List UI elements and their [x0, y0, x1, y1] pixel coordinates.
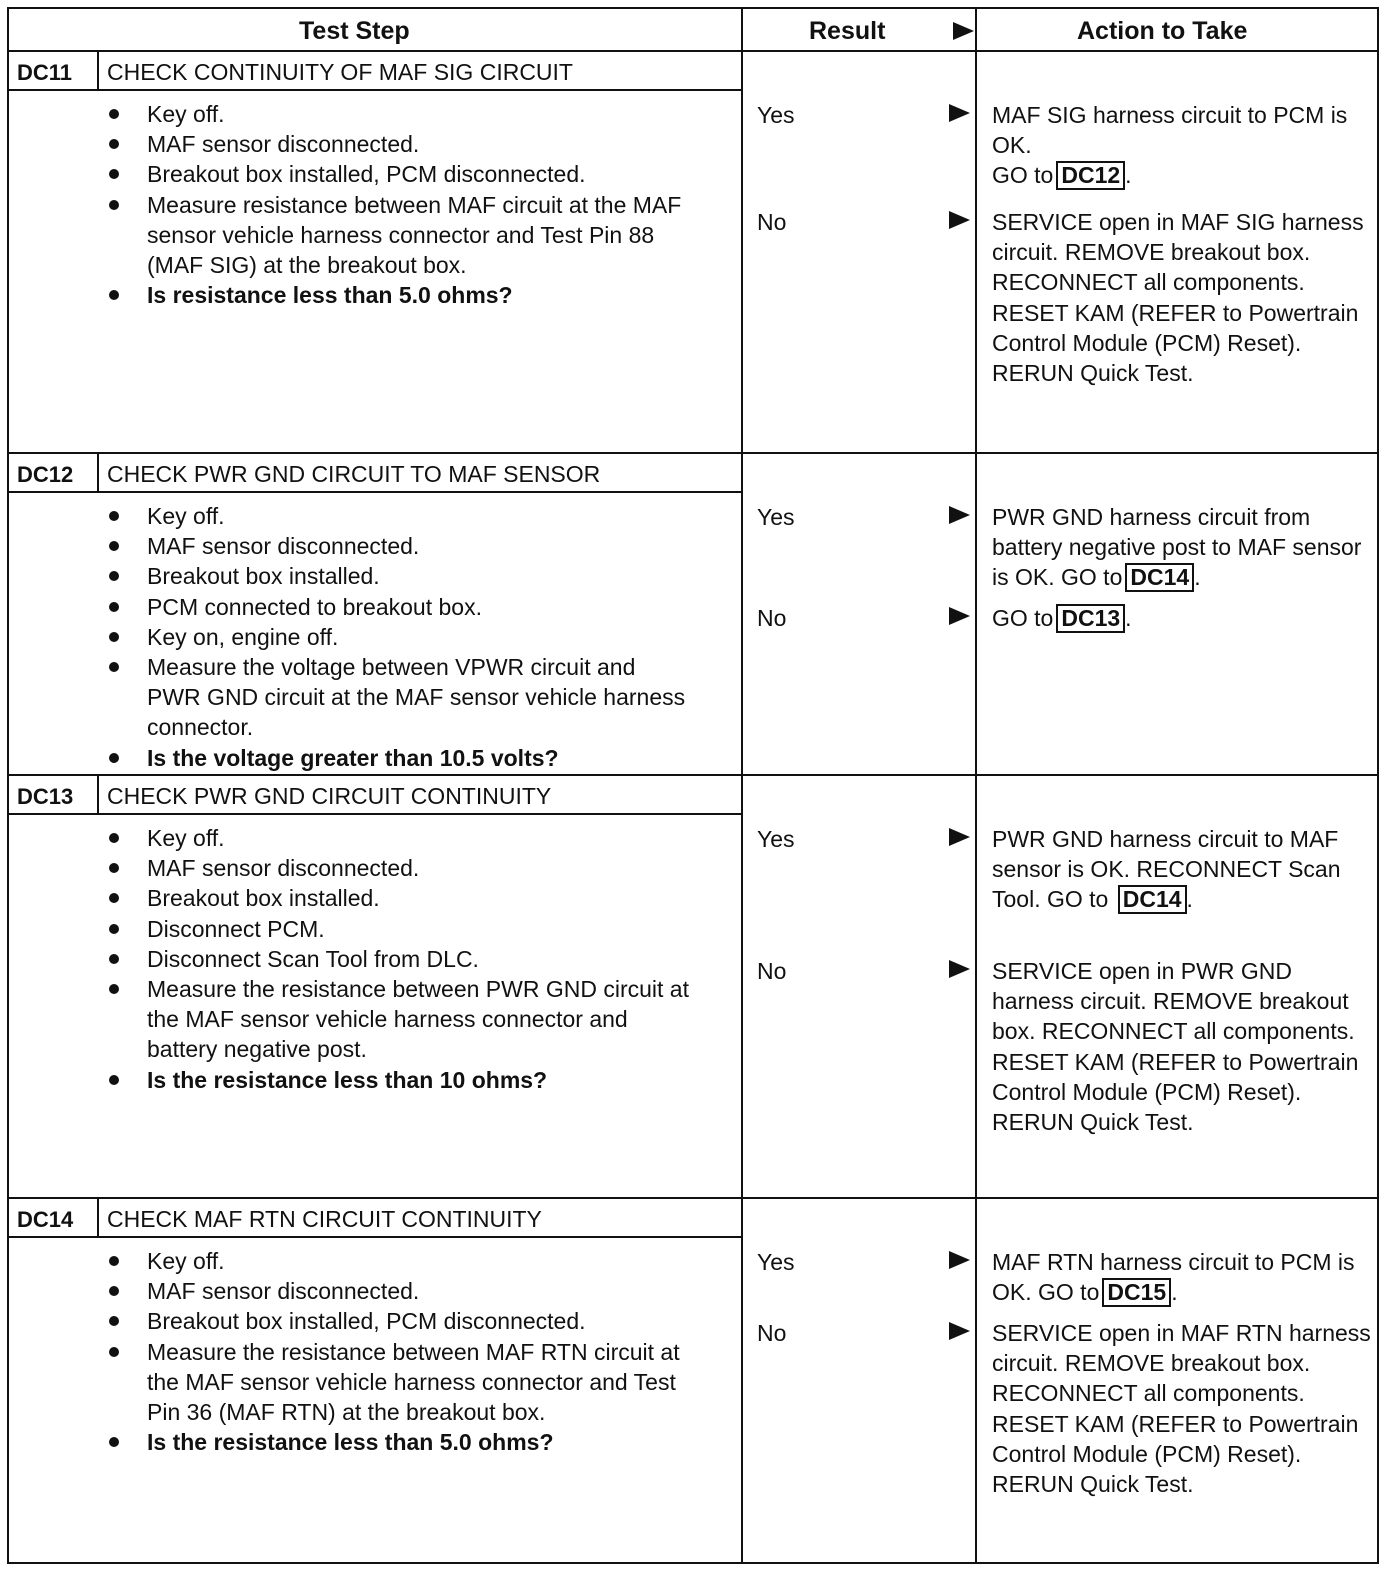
arrow-right-icon: [949, 828, 970, 846]
step-title: CHECK PWR GND CIRCUIT CONTINUITY: [107, 783, 552, 809]
step-title: CHECK CONTINUITY OF MAF SIG CIRCUIT: [107, 59, 573, 85]
result-no: No: [757, 958, 787, 984]
go-to-ref[interactable]: DC15: [1102, 1278, 1171, 1307]
step-bullets: [109, 99, 689, 310]
bullet-item: MAF sensor disconnected.: [109, 853, 689, 883]
arrow-right-icon: [949, 1251, 970, 1269]
action-yes: MAF SIG harness circuit to PCM is OK. GO to DC12 .: [992, 100, 1377, 191]
step-code: DC12: [17, 462, 74, 487]
bullet-question: Is the resistance less than 10 ohms?: [109, 1065, 689, 1095]
step-code: DC11: [17, 60, 73, 85]
bullet-item: Disconnect PCM.: [109, 914, 689, 944]
action-no: GO to DC13 .: [992, 605, 1132, 631]
bullet-item: Disconnect Scan Tool from DLC.: [109, 944, 689, 974]
result-yes: Yes: [757, 504, 795, 530]
bullet-item: Breakout box installed.: [109, 883, 689, 913]
action-go-text: GO to: [992, 605, 1054, 631]
bullet-question: Is resistance less than 5.0 ohms?: [109, 280, 689, 310]
diagnostic-table: [7, 7, 1379, 1564]
action-no: SERVICE open in PWR GND harness circuit. REMOVE breakout box. RECONNECT all components. RESET KAM (REFER to Powertrain Control Module (PCM) Reset). RERUN Quick Test.: [992, 958, 1359, 1136]
bullet-item: Breakout box installed.: [109, 561, 689, 591]
bullet-item: MAF sensor disconnected.: [109, 1276, 689, 1306]
code-divider: [97, 52, 99, 89]
action-text: MAF SIG harness circuit to PCM is OK.: [992, 102, 1348, 159]
step-title: CHECK PWR GND CIRCUIT TO MAF SENSOR: [107, 461, 601, 487]
arrow-right-icon: [949, 211, 970, 229]
column-divider-result: [741, 9, 743, 1562]
bullet-item: Measure the resistance between PWR GND circuit at the MAF sensor vehicle harness connector and battery negative post.: [109, 974, 689, 1065]
bullet-item: Measure resistance between MAF circuit at the MAF sensor vehicle harness connector and Test Pin 88 (MAF SIG) at the breakout box.: [109, 190, 689, 281]
bullet-item: Key off.: [109, 1246, 689, 1276]
step-bullets: [109, 501, 689, 773]
action-text: MAF RTN harness circuit to PCM is OK. GO to: [992, 1249, 1355, 1306]
row-divider: [9, 1197, 1377, 1199]
bullet-item: Key off.: [109, 823, 689, 853]
table-header: [9, 9, 1377, 52]
step-code: DC14: [17, 1207, 74, 1232]
go-to-ref[interactable]: DC13: [1056, 604, 1125, 633]
code-divider: [97, 1199, 99, 1236]
result-no: No: [757, 209, 787, 235]
row-divider: [9, 452, 1377, 454]
column-divider-action: [975, 9, 977, 1562]
arrow-right-icon: [949, 104, 970, 122]
bullet-item: Breakout box installed, PCM disconnected.: [109, 1306, 689, 1336]
action-no: SERVICE open in MAF SIG harness circuit. REMOVE breakout box. RECONNECT all components. RESET KAM (REFER to Powertrain Control Module (PCM) Reset). RERUN Quick Test.: [992, 209, 1364, 387]
bullet-item: Key off.: [109, 501, 689, 531]
bullet-item: Breakout box installed, PCM disconnected.: [109, 159, 689, 189]
action-yes: PWR GND harness circuit to MAF sensor is OK. RECONNECT Scan Tool. GO to DC14 .: [992, 826, 1341, 913]
action-no: SERVICE open in MAF RTN harness circuit. REMOVE breakout box. RECONNECT all components. RESET KAM (REFER to Powertrain Control Module (PCM) Reset). RERUN Quick Test.: [992, 1320, 1371, 1498]
bullet-item: MAF sensor disconnected.: [109, 129, 689, 159]
step-bullets: [109, 1246, 689, 1457]
action-text: PWR GND harness circuit from battery negative post to MAF sensor is OK. GO to: [992, 504, 1362, 591]
title-underline: [9, 813, 741, 815]
bullet-item: PCM connected to breakout box.: [109, 592, 689, 622]
result-yes: Yes: [757, 826, 795, 852]
bullet-question: Is the voltage greater than 10.5 volts?: [109, 743, 689, 773]
bullet-item: Key on, engine off.: [109, 622, 689, 652]
title-underline: [9, 89, 741, 91]
title-underline: [9, 1236, 741, 1238]
arrow-right-icon: [949, 1322, 970, 1340]
go-to-ref[interactable]: DC12: [1056, 161, 1125, 190]
result-yes: Yes: [757, 1249, 795, 1275]
arrow-right-icon: [949, 607, 970, 625]
result-no: No: [757, 605, 787, 631]
header-action: Action to Take: [1077, 17, 1248, 45]
bullet-item: Measure the voltage between VPWR circuit and PWR GND circuit at the MAF sensor vehicle harness connector.: [109, 652, 689, 743]
arrow-right-icon: [953, 22, 974, 40]
action-go-text: GO to: [992, 162, 1054, 189]
result-yes: Yes: [757, 102, 795, 128]
step-code: DC13: [17, 784, 74, 809]
step-bullets: [109, 823, 689, 1095]
action-text: PWR GND harness circuit to MAF sensor is OK. RECONNECT Scan Tool. GO to: [992, 826, 1341, 913]
bullet-question: Is the resistance less than 5.0 ohms?: [109, 1427, 689, 1457]
arrow-right-icon: [949, 506, 970, 524]
result-no: No: [757, 1320, 787, 1346]
bullet-item: Measure the resistance between MAF RTN circuit at the MAF sensor vehicle harness connector and Test Pin 36 (MAF RTN) at the breakout box.: [109, 1337, 689, 1428]
bullet-item: MAF sensor disconnected.: [109, 531, 689, 561]
header-result: Result: [809, 17, 886, 45]
arrow-right-icon: [949, 960, 970, 978]
row-divider: [9, 774, 1377, 776]
code-divider: [97, 776, 99, 813]
go-to-ref[interactable]: DC14: [1125, 563, 1194, 592]
action-yes: MAF RTN harness circuit to PCM is OK. GO to DC15 .: [992, 1249, 1355, 1306]
go-to-ref[interactable]: DC14: [1118, 885, 1187, 914]
step-title: CHECK MAF RTN CIRCUIT CONTINUITY: [107, 1206, 542, 1232]
bullet-item: Key off.: [109, 99, 689, 129]
action-yes: PWR GND harness circuit from battery negative post to MAF sensor is OK. GO to DC14 .: [992, 504, 1362, 591]
title-underline: [9, 491, 741, 493]
header-test-step: Test Step: [299, 17, 410, 45]
code-divider: [97, 454, 99, 491]
